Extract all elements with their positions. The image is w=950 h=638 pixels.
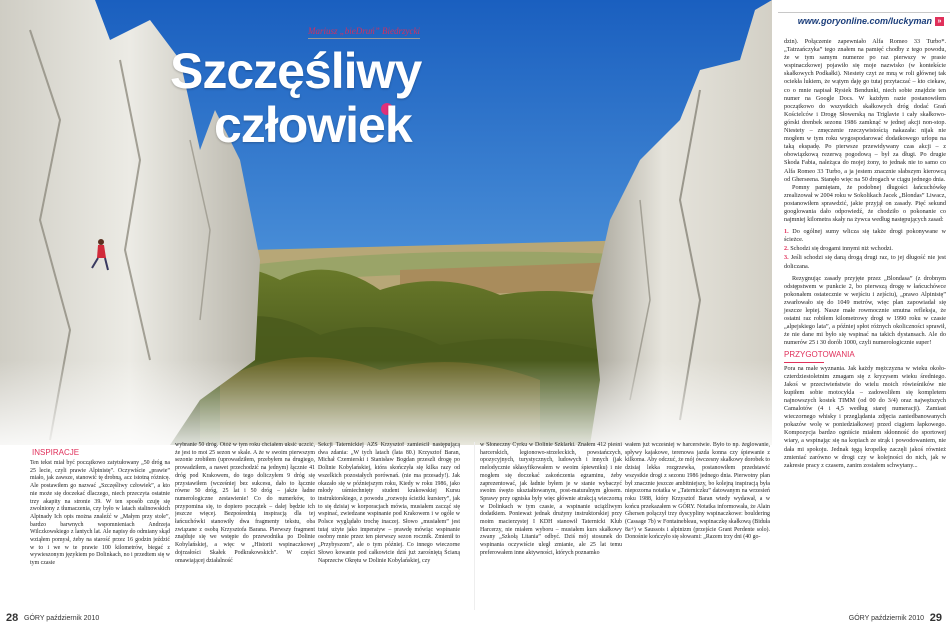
bottom-text-area <box>0 442 772 608</box>
text-column-4 <box>480 442 622 610</box>
text-column-3 <box>318 442 460 610</box>
page-number-left: 28 <box>6 612 19 624</box>
list-text: Do ogólnej sumy wlicza się także drogi pokonywane w ścieżce. <box>784 228 946 244</box>
right-text-column <box>778 0 950 638</box>
magazine-url-link[interactable]: www.goryonline.com/luckyman <box>797 16 932 26</box>
author-divider <box>308 38 420 39</box>
column-text: wybranie 50 dróg. Otóż w tym roku chciałem uksić uczcić, że jest to moi 25 sezon w skale. A że w swoim pierwszym sezonie zrobiłem (uprowadziłem, przebyłem na drugiego, prowadziłem, a nawet przechodzić na jednym) łącznie 41 dróg pod Krakowem, do tego doliczyłem 9 dróg się przystawiłem (wcześniej bez sukcesu, dało to łącznie równe 50 dróg, 25 lat i 50 dróg – jakże ładne numerologiczne zestawienie! Co do numerków, to przypomina się, to dopiero początek – dalej będzie ich jeszcze więcej. Bezpośrednią inspiracją dla tej łańcuchówki stanowiły dwa fragmenty tekstu, oba związane z osobą Krzysztofa Barana. Pierwszy fragment znajduje się we wstępie do przewodnika po Dolinie Kobylańskiej, a więc w „Historii wspinaczkowej dojrzałości Skałek Podkrakowskich”. W części omawiającej działalność <box>175 442 315 564</box>
url-arrow-icon: » <box>935 17 944 26</box>
column-text: Sekcji Taternickiej AZS Krzysztof zamieścił następującą dwa zdania: „W tych latach (lata 80.) Krzysztof Baran, Michał Czemierski i Stanisław Bogdan przeszli drogę po Dolinie Kobylańskiej, która skończyła się kilka razy od wszelkich pozostałych porównań. (nie ma przesady!). Jak okazało się w późniejszym roku, Kiedy w roku 1986, jako młody uśmiechnięty student krakowskiej Kursu instruktorskiego, z powodu „rozwoju ścieżki kursiery”, jak to się dzisiaj w korporacjach mówia, musiałem zacząć się wspinać, zwiedzane wspinanie pod Krakowem i w ogóle w Polsce wyglądało trochę inaczej. Słowo „musiałem” jest tutaj użyte jako imperatyw – prawdę mówiąc wspinanie osobny mnie przez ten pierwszy sezon rocznik. Zmienił to „Przybyszom”, ale o tym później. Co innego wieczorne Słowo kowanie pod całkowicie dziś już zarośniętą Ścianą Naprzeciw Okrętu w Dolinie Kobylańskiej, czy <box>318 442 460 564</box>
article-title-line2: człowiek <box>214 97 412 153</box>
section-rule <box>784 362 824 363</box>
footer-magazine-right: GÓRY październik 2010 <box>848 615 924 622</box>
paragraph: Pora na małe wyznania. Jak każdy mężczyzna w wieku około-czterdziestoletnim zmagam się z kryzysem wieku średniego. Jakoś w przeciwieństwie do wielu moich rówieśników nie kupiłem sobie motocykla – zadowoliłem się kompletem najnowszych kostek TIMM (od 00 do 3/4) oraz najwęższych Camalotów (4 i 4,5 według starej numeracji). Zamiast wieczornego whisky i przeglądania zdjęcia zaniedbanowanych pokazów wolę w poniedziałkowej przed ciągiem łapkowego. Kompozycja bardzo ogniście miałem skłonność do sportowej wiary, a wspinając się na kopiach ze strąk i powodowaniem, nie dała mi spokoju. Jednak tęgą kropelkę zaczęli jakoś również zmieniać zarówno w drogi czy w kolejności do nich, jak w zakresie pracy z czasem, zanim zostałem schwytany... <box>784 364 946 469</box>
list-item <box>784 245 946 253</box>
column-text: wałem już wcześniej w harcerstwie. Było to np. żeglowanie, spływy kajakowe, terenowa jazda konna czy śpiewanie z kilkoma. Aby odczuć, że mój ówczesny skałkowy dorobek to dzisiaj lekka rozgrzewka, postanowiłem przedstawić wszystkie drogi z sezonu 1986 jednego dnia. Pierwotny plan był znacznie jeszcze ambitniejszy, bo kolejną inspiracją była niepozorna notatka w „Taterniczku” datowanym na wrzesień roku 1988, który Krzysztof Baran wtedy wydawał, a w końcu przekazałem w GÓRY. Notatka informowała, że Alain Ghersen połączył trzy dyscypliny wspinaczkowe: bouldering (Cassage 7b) w Fontainebleau, wspinaczkę skałkową (Biduła 8a+) w Saussois i alpinizm (przejście Grant Perdente solo). Donośnie kończyło się słowami: „Razem trzy dni (40 go- <box>625 442 770 541</box>
paragraph: dzin). Połączenie zapewniało Alfa Romeo 33 Turbo*. „Tatrzańczyka” tego znałem na pamięć chodby z tego powodu, że w tym samym numerze po raz pierwszy w prasie wspinaczkowej pojawiło się moje nazwisko (w kontekście skałkowych Podkałki). Niestety czyt ze mną w roli głównej tak ociekła lukiem, że wątym daję go tutaj przytaczać – kto ciekaw, co o mnie napisał Rysiek Bendunki, niech sobie znajdzie ten numer na Google Docs. W każdym razie postanowiłem początkowo do wszystkich skałkowych dróg dodać Grań Kościelców i Drogę Słowerską na Triglavie i cały skałkowo-górski drenbek sezonu 1986 zamknąć w jednej akcji non-stop. Niestety – zmęczenie rzeczywistością nakazała: nijak nie mogłem w tym roku wygospodarować dodatkowego urlopu na taką ekspadę. Po pierwsze przewidywany czas akcji – z obowiązkową rezerwą pogodową – był za długi. Po drugie Skoda Fabia, należąca do mojej żony, to jednak nie to samo co Alfa Romeo 33 Turbo, a ja jestem znacznie słabszym kierowcą od Gherseena. Stanęło więc na 50 drogach w ciągu jednego dnia. <box>784 38 946 183</box>
column-text: w Słoneczny Cyrku w Dolinie Szklarki. Znałem 412 pieśni harcerskich, legionowo-strzeleckich, powstańczych, opozycyjnych, turystycznych, ludowych i innych (jak melodycznie skłasyfikowałem w swoim śpiewniku) i nie mogłem się doczekać zakończenia egzaminu, żeby zaprezentować, jak ładnie byłem je w stanie wybaczyć swoim śwężo ukształtowanym, post-maturalnym głosem. Sprawy przy ogniska były więc głównie atrakcją wieczorną w Dolinkach w tym czasie, a wspinanie uciążliwym dodatkiem. Ponieważ jednak drużyny instruktorskiej przy moim macierzystej I KDH stanowił Taternicki Klub Harcerzy, nie miałem wyboru – musiałem kurs skałkowy zwany „Szkołą Litania” odbyć. Dziś mój stosunek do wspinania oczywiście uległ zmianie, ale 25 lat temu preferowałem inne aktywności, których poznamko <box>480 442 622 556</box>
section-heading-przygotowania: PRZYGOTOWANIA <box>784 350 855 360</box>
section-heading-inspiracje: INSPIRACJE <box>32 448 80 457</box>
list-text: Jeśli schodzi się daną drogą drugi raz, to jej długość nie jest doliczana. <box>784 254 946 270</box>
column-text: Ten tekst miał być początkowo zatytułowany „50 dróg na 25 lecie, czyli prawie Alpinistę”. Oczywiście „prawie” miało, jak zawsze, stanowić tę drobną, acz istotną różnicę. Ale postawiłem go nazwać „Szczęśliwy człowiek”, a kto nie może się doczekać dlaczego, niech przeczyta ostatnie trzy akapity na stronie 39. W ten sposób czuję się zwolniony z tłumaczenia, czy było w latach stalinowskich Alpinady Ich opis można znaleźć w „Małym przy stole”, bardzo barwnych wspomnieniach Andrzeja Wilczkowskiego z lantych lat. Ale napisy do odmiany skąd wziąłem pomysł, żeby na starość przez 16 godzin jeździć w to i we w te prawie 100 kilometrów, biegać z wywieszonym językiem po Dolinkach, no i przedtem się w tym czasie <box>30 460 170 567</box>
list-text: Schodzi się drogami innymi niż wchodzi. <box>790 245 893 253</box>
rules-list <box>784 228 946 270</box>
list-number: 3. <box>784 254 789 262</box>
footer-magazine-left: GÓRY październik 2010 <box>24 615 100 622</box>
paragraph: Rezygnując zasady przyjęte przez „Blondasa” (z drobnym odstępstwem w punkcie 2, bo pierwszą drogę w łańcuchówce pokonałem ostatecznie w wejściu i zejściu), „prawo Alpinistę” zwarłowało się do 1049 metrów, więc plan zapowiadał się jeszcze lepiej. Nasze małe rowmocznie smutna refleksja, że ostatni raz robiłem kilometrowy drogi w 1990 roku w czasie „alpejskiego lata”, a później spłot różnych okoliczności sprawił, że nie dane mi było się wspinać na takich dystansach. Ale do numerów 25 i 30 dorób 1000, czyli numerologicznie super! <box>784 274 946 347</box>
page-footer <box>0 612 950 638</box>
list-number: 2. <box>784 245 789 253</box>
list-item <box>784 254 946 270</box>
list-item <box>784 228 946 244</box>
list-number: 1. <box>784 228 789 236</box>
page-number-right: 29 <box>929 612 942 624</box>
article-title-line1: Szczęśliwy <box>170 43 422 99</box>
paragraph: Pomny pamiętam, że podobnej długości łańcuchówkę zrealizował w 2004 roku w Sokolikach Jacek „Blondas” Liwacz, postanowiłem sprawdzić, jakie przyjął on zasady. Pięć sekund googlowania dało odpowiedź, że chodziło o pokonanie co najmniej kilometra skały na żywca według następujących zasad: <box>784 183 946 224</box>
right-column-body <box>784 38 946 470</box>
text-column-2 <box>175 442 315 610</box>
page-gutter <box>474 442 475 610</box>
text-column-1 <box>30 442 170 610</box>
text-column-5 <box>625 442 770 610</box>
author-byline: Mariusz „bieDruń” Biedrzycki <box>308 26 420 36</box>
